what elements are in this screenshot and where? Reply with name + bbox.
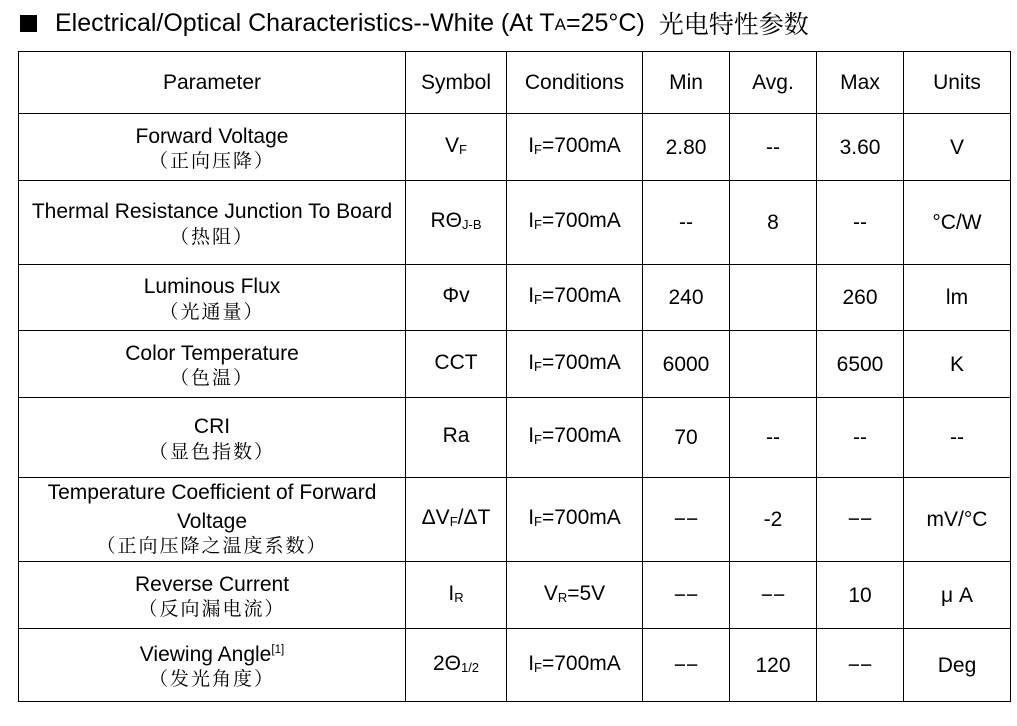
symbol-cell (406, 114, 507, 181)
parameter-cell (19, 629, 406, 702)
parameter-name (21, 568, 403, 597)
units-cell: Deg (904, 629, 1011, 702)
condition-text: I (528, 651, 535, 675)
units-cell: μ A (904, 562, 1011, 629)
title-main: Electrical/Optical Characteristics--White (At T (55, 8, 555, 37)
units-cell: -- (904, 398, 1011, 478)
parameter-name-text: Thermal Resistance Junction To Board (31, 200, 393, 224)
condition-subscript: F (534, 216, 542, 232)
parameter-cell (19, 114, 406, 181)
conditions-cell (507, 629, 643, 702)
condition-value: =700mA (541, 284, 621, 308)
symbol-subscript: J-B (461, 216, 482, 232)
max-cell: 6500 (817, 331, 904, 398)
condition-subscript: F (534, 358, 542, 374)
condition-value: =700mA (541, 651, 621, 675)
parameter-name-text: Color Temperature (125, 342, 299, 366)
parameter-name (21, 120, 403, 149)
condition-value: =700mA (541, 209, 621, 233)
parameter-name (21, 410, 403, 439)
max-cell: -- (817, 398, 904, 478)
parameter-cell (19, 265, 406, 331)
symbol-text: 2Θ (432, 651, 461, 675)
parameter-name-chinese: （色温） (169, 367, 254, 390)
min-cell: 2.80 (643, 114, 730, 181)
avg-cell: 8 (730, 181, 817, 265)
conditions-cell (507, 114, 643, 181)
symbol-text: I (448, 581, 455, 605)
header-parameter: Parameter (19, 52, 406, 114)
symbol-cell (406, 398, 507, 478)
header-symbol: Symbol (406, 52, 507, 114)
parameter-name-chinese: （发光角度） (148, 668, 275, 691)
title-ta-subscript: A (554, 15, 566, 34)
parameter-name (21, 270, 403, 299)
parameter-name-text: CRI (193, 415, 231, 439)
symbol-text: ΔV (421, 506, 450, 530)
table-row (19, 265, 1011, 331)
avg-cell: 120 (730, 629, 817, 702)
min-cell: -- (643, 181, 730, 265)
min-cell: −− (643, 562, 730, 629)
table-row (19, 181, 1011, 265)
symbol-subscript: F (449, 513, 458, 529)
condition-subscript: R (557, 589, 568, 605)
max-cell: −− (817, 478, 904, 562)
condition-subscript: F (534, 291, 542, 307)
condition-value: =5V (567, 581, 606, 605)
parameter-name-chinese: （反向漏电流） (138, 598, 286, 621)
section-title (16, 4, 809, 42)
condition-text: I (528, 424, 535, 448)
units-cell: °C/W (904, 181, 1011, 265)
footnote-marker: [1] (271, 643, 285, 656)
symbol-cell (406, 562, 507, 629)
header-avg: Avg. (730, 52, 817, 114)
min-cell: 240 (643, 265, 730, 331)
symbol-text: V (445, 133, 460, 157)
parameter-name-chinese: （光通量） (159, 300, 265, 323)
parameter-name-chinese: （正向压降之温度系数） (96, 535, 328, 558)
avg-cell: -2 (730, 478, 817, 562)
condition-value: =700mA (541, 350, 621, 374)
parameter-cell (19, 181, 406, 265)
conditions-cell (507, 181, 643, 265)
units-cell: V (904, 114, 1011, 181)
condition-subscript: F (534, 513, 542, 529)
symbol-subscript: F (459, 141, 467, 157)
condition-text: V (543, 581, 558, 605)
characteristics-table (18, 51, 1011, 702)
symbol-subscript: R (454, 589, 464, 605)
symbol-cell (406, 181, 507, 265)
condition-value: =700mA (541, 133, 621, 157)
parameter-name-text: Temperature Coefficient of Forward Voltage (47, 480, 377, 534)
units-cell: K (904, 331, 1011, 398)
max-cell: 260 (817, 265, 904, 331)
condition-value: =700mA (541, 506, 621, 530)
symbol-text: Ra (442, 424, 470, 448)
header-conditions: Conditions (507, 52, 643, 114)
avg-cell (730, 265, 817, 331)
symbol-cell (406, 331, 507, 398)
avg-cell: -- (730, 114, 817, 181)
max-cell: 3.60 (817, 114, 904, 181)
parameter-name-text: Forward Voltage (135, 125, 289, 149)
symbol-text: Φv (442, 284, 470, 308)
parameter-name (21, 480, 403, 534)
parameter-cell (19, 478, 406, 562)
condition-text: I (528, 506, 535, 530)
condition-text: I (528, 209, 535, 233)
units-cell: lm (904, 265, 1011, 331)
parameter-name-chinese: （显色指数） (148, 440, 275, 463)
table-row (19, 562, 1011, 629)
parameter-cell (19, 562, 406, 629)
avg-cell: −− (730, 562, 817, 629)
parameter-name-chinese: （热阻） (169, 225, 254, 248)
condition-value: =700mA (541, 424, 621, 448)
condition-subscript: F (534, 431, 542, 447)
table-row (19, 629, 1011, 702)
conditions-cell (507, 331, 643, 398)
condition-subscript: F (534, 659, 542, 675)
parameter-cell (19, 331, 406, 398)
condition-text: I (528, 350, 535, 374)
table-row (19, 114, 1011, 181)
parameter-name (21, 337, 403, 366)
symbol-cell (406, 629, 507, 702)
table-row (19, 331, 1011, 398)
table-row (19, 398, 1011, 478)
symbol-cell (406, 265, 507, 331)
avg-cell: -- (730, 398, 817, 478)
condition-text: I (528, 133, 535, 157)
max-cell: −− (817, 629, 904, 702)
parameter-name-chinese: （正向压降） (148, 150, 275, 173)
min-cell: −− (643, 478, 730, 562)
condition-subscript: F (534, 141, 542, 157)
avg-cell (730, 331, 817, 398)
symbol-cell (406, 478, 507, 562)
condition-text: I (528, 284, 535, 308)
table-row (19, 478, 1011, 562)
conditions-cell (507, 562, 643, 629)
symbol-tail: /ΔT (457, 506, 491, 530)
conditions-cell (507, 398, 643, 478)
symbol-subscript: 1/2 (460, 659, 480, 675)
header-max: Max (817, 52, 904, 114)
symbol-text: CCT (434, 350, 478, 374)
parameter-name-text: Luminous Flux (143, 275, 281, 299)
header-units: Units (904, 52, 1011, 114)
title-tail: =25°C) (566, 8, 645, 37)
parameter-name (21, 195, 403, 224)
header-min: Min (643, 52, 730, 114)
header-row (19, 52, 1011, 114)
min-cell: 6000 (643, 331, 730, 398)
max-cell: -- (817, 181, 904, 265)
title-chinese: 光电特性参数 (658, 10, 809, 39)
min-cell: 70 (643, 398, 730, 478)
parameter-name-text: Reverse Current (134, 573, 290, 597)
conditions-cell (507, 478, 643, 562)
min-cell: −− (643, 629, 730, 702)
parameter-name (21, 638, 403, 667)
units-cell: mV/°C (904, 478, 1011, 562)
max-cell: 10 (817, 562, 904, 629)
symbol-text: RΘ (430, 209, 462, 233)
black-square-bullet-icon (20, 15, 37, 32)
parameter-name-text: Viewing Angle (139, 643, 272, 667)
conditions-cell (507, 265, 643, 331)
parameter-cell (19, 398, 406, 478)
